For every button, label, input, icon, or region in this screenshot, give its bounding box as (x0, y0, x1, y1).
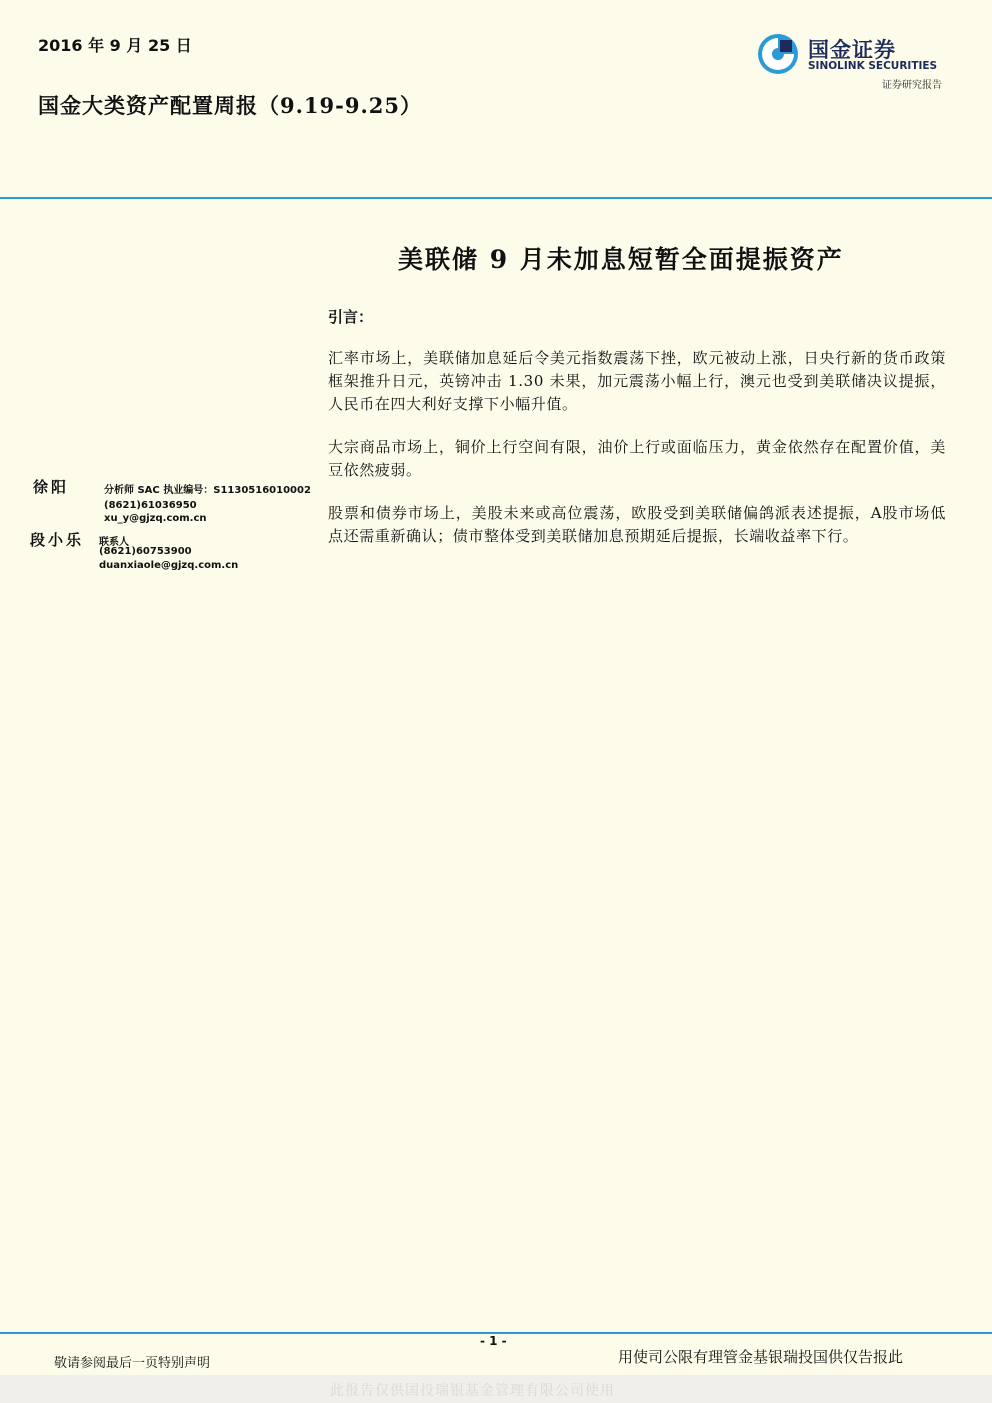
paragraph-equity-bond: 股票和债券市场上，美股未来或高位震荡，欧股受到美联储偏鸽派表述提振，A股市场低点还需重新确认；债市整体受到美联储加息预期延后提振，长端收益率下行。 (328, 504, 946, 545)
analyst-role: 分析师 SAC 执业编号：S1130516010002 (104, 485, 311, 496)
logo-english-name: SINOLINK SECURITIES (808, 60, 938, 72)
paragraph-commodities: 大宗商品市场上，铜价上行空间有限，油价上行或面临压力，黄金依然存在配置价值，美豆依然疲弱。 (328, 438, 946, 479)
sinolink-logo-icon (756, 32, 800, 76)
report-series-title: 国金大类资产配置周报（9.19-9.25） (38, 93, 423, 118)
logo-chinese-name: 国金证券 (808, 38, 896, 62)
analyst-email: xu_y@gjzq.com.cn (104, 513, 207, 524)
logo-tagline: 证券研究报告 (882, 80, 942, 91)
intro-label: 引言： (328, 308, 374, 326)
footer-usage-note: 用使司公限有理管金基银瑞投国供仅告报此 (618, 1348, 904, 1366)
contact-email: duanxiaole@gjzq.com.cn (99, 560, 239, 571)
page-number: - 1 - (480, 1334, 507, 1348)
company-logo (756, 30, 946, 92)
header-divider (0, 197, 992, 199)
contact-name: 段小乐 (30, 531, 85, 549)
contact-phone: (8621)60753900 (99, 546, 192, 557)
paragraph-fx-market: 汇率市场上，美联储加息延后令美元指数震荡下挫，欧元被动上涨，日央行新的货币政策框架推升日元，英镑冲击 1.30 未果，加元震荡小幅上行，澳元也受到美联储决议提振，人民币在四大利好支撑下小幅升值。 (328, 349, 946, 413)
footer-disclaimer: 敬请参阅最后一页特别声明 (54, 1356, 211, 1371)
analyst-phone: (8621)61036950 (104, 500, 197, 511)
report-date: 2016 年 9 月 25 日 (38, 36, 192, 55)
watermark-text: 此报告仅供国投瑞银基金管理有限公司使用 (330, 1383, 615, 1399)
analyst-name: 徐阳 (33, 478, 70, 496)
report-headline: 美联储 9 月未加息短暂全面提振资产 (398, 245, 844, 274)
contact-role: 联系人 (99, 537, 129, 548)
